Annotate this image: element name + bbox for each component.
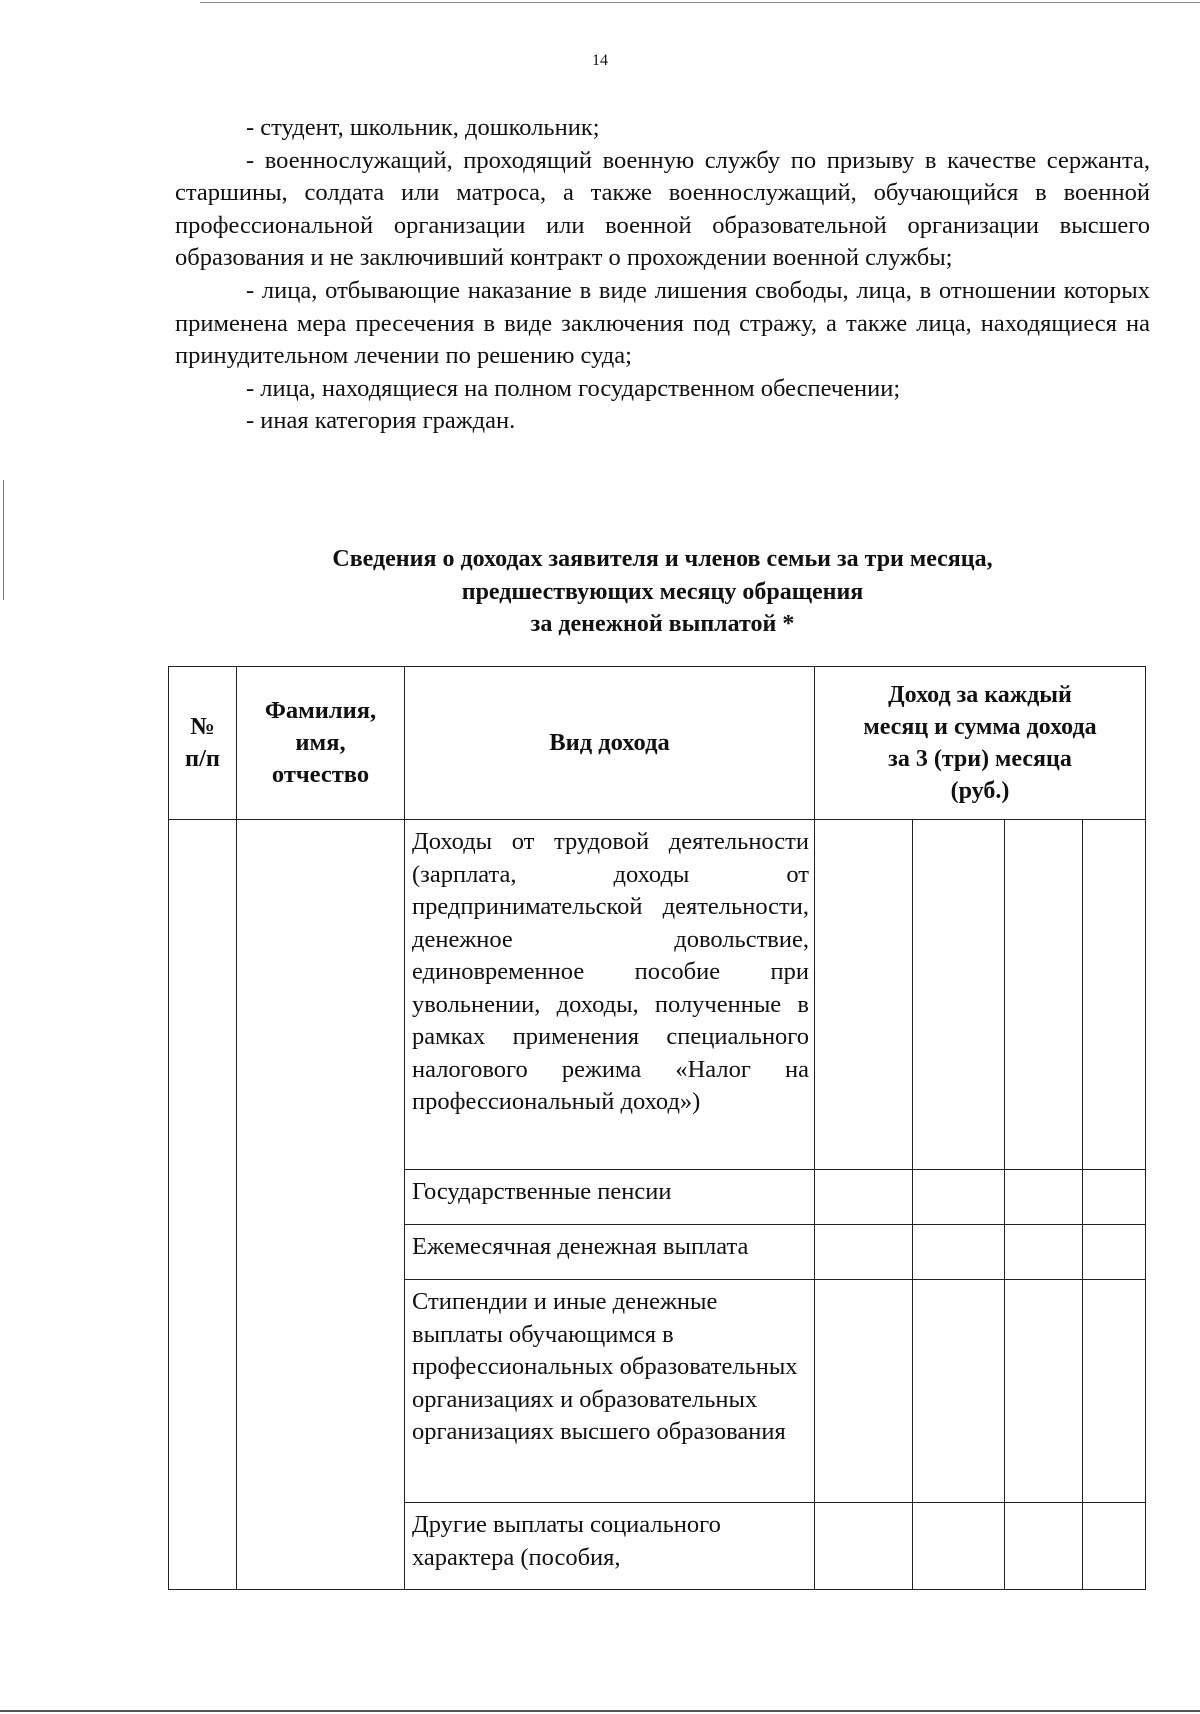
paragraph-students: - студент, школьник, дошкольник;: [246, 114, 600, 141]
month-3-cell[interactable]: [1005, 1280, 1083, 1503]
page-number: 14: [592, 52, 608, 69]
month-1-cell[interactable]: [815, 1170, 913, 1225]
month-2-cell[interactable]: [913, 1280, 1005, 1503]
income-type-cell: Другие выплаты социального характера (пособия,: [405, 1503, 815, 1590]
paragraph-military: - военнослужащий, проходящий военную службу по призыву в качестве сержанта, старшины, солдата или матроса, а также военнослужащий, обучающийся в военной профессиональной организации или военной образовательной организации высшего образования и не заключивший контракт о прохождении военной службы;: [175, 146, 1150, 272]
header-full-name: Фамилия, имя, отчество: [237, 667, 405, 820]
month-2-cell[interactable]: [913, 1225, 1005, 1280]
month-1-cell[interactable]: [815, 1280, 913, 1503]
total-cell[interactable]: [1083, 1280, 1146, 1503]
table-row: [169, 820, 1146, 1170]
header-number: № п/п: [169, 667, 237, 820]
number-cell[interactable]: [169, 820, 237, 1590]
table-header-row: [169, 667, 1146, 820]
month-1-cell[interactable]: [815, 1225, 913, 1280]
paragraph-prisoners: - лица, отбывающие наказание в виде лишения свободы, лица, в отношении которых применена мера пресечения в виде заключения под стражу, а также лица, находящиеся на принудительном лечении по решению суда;: [175, 276, 1150, 370]
income-type-cell: Доходы от трудовой деятельности (зарплата, доходы от предпринимательской деятельности, денежное довольствие, единовременное пособие при увольнении, доходы, полученные в рамках применения специального налогового режима «Налог на профессиональный доход»): [405, 820, 815, 1170]
header-income-amount: Доход за каждый месяц и сумма дохода за 3 (три) месяца (руб.): [815, 667, 1146, 820]
section-title: [175, 543, 1150, 641]
month-3-cell[interactable]: [1005, 1503, 1083, 1590]
scan-edge-top: [200, 2, 1200, 3]
income-type-cell: Ежемесячная денежная выплата: [405, 1225, 815, 1280]
month-3-cell[interactable]: [1005, 820, 1083, 1170]
total-cell[interactable]: [1083, 1503, 1146, 1590]
income-type-cell: Стипендии и иные денежные выплаты обучающимся в профессиональных образовательных организациях и образовательных организациях высшего образования: [405, 1280, 815, 1503]
income-type-cell: Государственные пенсии: [405, 1170, 815, 1225]
month-1-cell[interactable]: [815, 1503, 913, 1590]
total-cell[interactable]: [1083, 1170, 1146, 1225]
section-title-line: за денежной выплатой *: [530, 611, 795, 637]
month-1-cell[interactable]: [815, 820, 913, 1170]
section-title-line: предшествующих месяцу обращения: [461, 578, 864, 605]
section-title-line: Сведения о доходах заявителя и членов семьи за три месяца,: [332, 546, 993, 572]
month-2-cell[interactable]: [913, 1503, 1005, 1590]
month-3-cell[interactable]: [1005, 1170, 1083, 1225]
body-text: [175, 112, 1150, 438]
paragraph-other: - иная категория граждан.: [246, 407, 516, 435]
month-2-cell[interactable]: [913, 820, 1005, 1170]
scan-edge-bottom: [0, 1710, 1200, 1712]
header-income-type: Вид дохода: [405, 667, 815, 820]
full-name-cell[interactable]: [237, 820, 405, 1590]
total-cell[interactable]: [1083, 820, 1146, 1170]
scan-edge-left: [3, 480, 4, 600]
income-table: [168, 666, 1146, 1590]
total-cell[interactable]: [1083, 1225, 1146, 1280]
month-3-cell[interactable]: [1005, 1225, 1083, 1280]
month-2-cell[interactable]: [913, 1170, 1005, 1225]
paragraph-state-support: - лица, находящиеся на полном государственном обеспечении;: [246, 374, 901, 402]
